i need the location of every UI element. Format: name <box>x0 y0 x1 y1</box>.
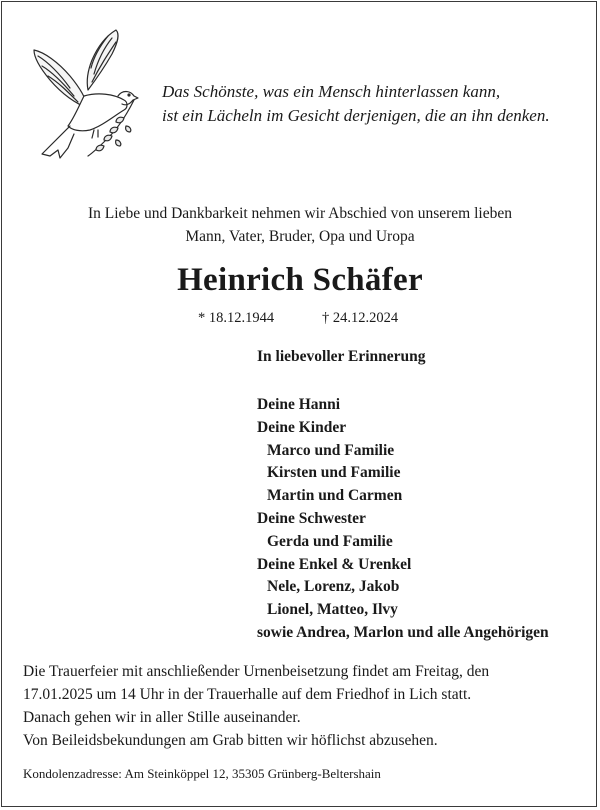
family-line: Marco und Familie <box>267 441 395 459</box>
family-line: Martin und Carmen <box>267 487 403 505</box>
quote-line-2: ist ein Lächeln im Gesicht derjenigen, die an ihn denken. <box>162 106 550 125</box>
family-line: sowie Andrea, Marlon und alle Angehörigen <box>257 623 549 641</box>
quote <box>162 80 582 128</box>
quote-line-1: Das Schönste, was ein Mensch hinterlassen kann, <box>162 82 501 101</box>
ceremony-notice <box>23 660 583 752</box>
family-line: Lionel, Matteo, Ilvy <box>267 601 398 619</box>
family-line: Gerda und Familie <box>267 532 393 550</box>
notice-line-2: 17.01.2025 um 14 Uhr in der Trauerhalle auf dem Friedhof in Lich statt. <box>23 686 472 703</box>
family-line: Deine Enkel & Urenkel <box>257 555 412 573</box>
condolence-address: Kondolenzadresse: Am Steinköppel 12, 35305 Grünberg-Beltershain <box>23 766 381 781</box>
notice-line-4: Von Beileidsbekundungen am Grab bitten wir höflichst abzusehen. <box>23 732 438 749</box>
notice-line-1: Die Trauerfeier mit anschließender Urnenbeisetzung findet am Freitag, den <box>23 663 490 680</box>
dove-icon <box>28 22 140 162</box>
family-line: Deine Schwester <box>257 509 366 527</box>
family-line: Deine Kinder <box>257 418 347 436</box>
family-line: Nele, Lorenz, Jakob <box>267 578 400 596</box>
intro-line-1: In Liebe und Dankbarkeit nehmen wir Abschied von unserem lieben <box>88 205 512 222</box>
signature-heading: In liebevoller Erinnerung <box>257 348 426 365</box>
family-line: Kirsten und Familie <box>267 464 401 482</box>
notice-line-3: Danach gehen wir in aller Stille auseinander. <box>23 709 301 726</box>
intro-text <box>0 202 600 248</box>
death-date: † 24.12.2024 <box>322 310 399 326</box>
intro-line-2: Mann, Vater, Bruder, Opa und Uropa <box>185 228 415 245</box>
birth-date: * 18.12.1944 <box>198 310 275 326</box>
deceased-name: Heinrich Schäfer <box>177 262 423 298</box>
family-list <box>257 394 587 645</box>
family-line: Deine Hanni <box>257 396 341 413</box>
